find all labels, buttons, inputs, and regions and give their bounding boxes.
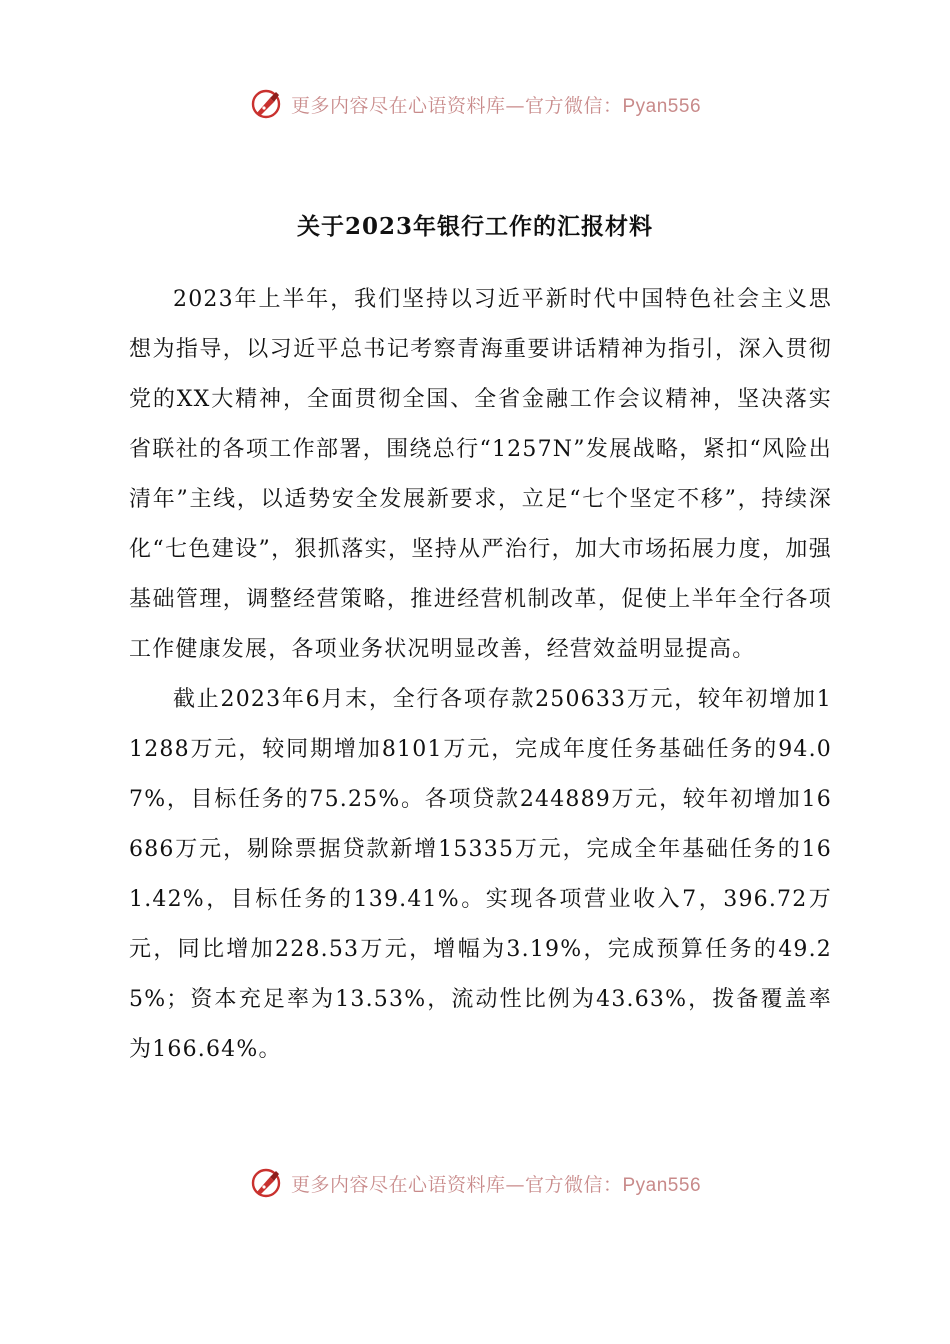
wechat-id: Pyan556: [622, 95, 702, 117]
paragraph: 截止2023年6月末，全行各项存款250633万元，较年初增加11288万元，较同期增加8101万元，完成年度任务基础任务的94.07%，目标任务的75.25%。各项贷款244889万元，较年初增加16686万元，剔除票据贷款新增15335万元，完成全年基础任务的161.42%，目标任务的139.41%。实现各项营业收入7，396.72万元，同比增加228.53万元，增幅为3.19%，完成预算任务的49.25%；资本充足率为13.53%，流动性比例为43.63%，拨备覆盖率为166.64%。: [129, 687, 832, 1062]
watermark-banner-bottom: [0, 1163, 950, 1203]
watermark-banner-top: [0, 84, 950, 124]
watermark-text: 更多内容尽在心语资料库—官方微信：Pyan556: [290, 94, 702, 117]
pen-nib-icon: [249, 1166, 283, 1200]
watermark-text: 更多内容尽在心语资料库—官方微信：Pyan556: [290, 1173, 702, 1196]
pen-nib-icon: [249, 87, 283, 121]
document-title: 关于2023年银行工作的汇报材料: [296, 213, 653, 240]
paragraph: 2023年上半年，我们坚持以习近平新时代中国特色社会主义思想为指导，以习近平总书记考察青海重要讲话精神为指引，深入贯彻党的XX大精神，全面贯彻全国、全省金融工作会议精神，坚决落实省联社的各项工作部署，围绕总行“1257N”发展战略，紧扣“风险出清年”主线，以适势安全发展新要求，立足“七个坚定不移”，持续深化“七色建设”，狠抓落实，坚持从严治行，加大市场拓展力度，加强基础管理，调整经营策略，推进经营机制改革，促使上半年全行各项工作健康发展，各项业务状况明显改善，经营效益明显提高。: [129, 287, 832, 662]
document-body: [129, 275, 832, 1075]
wechat-id: Pyan556: [622, 1174, 702, 1196]
